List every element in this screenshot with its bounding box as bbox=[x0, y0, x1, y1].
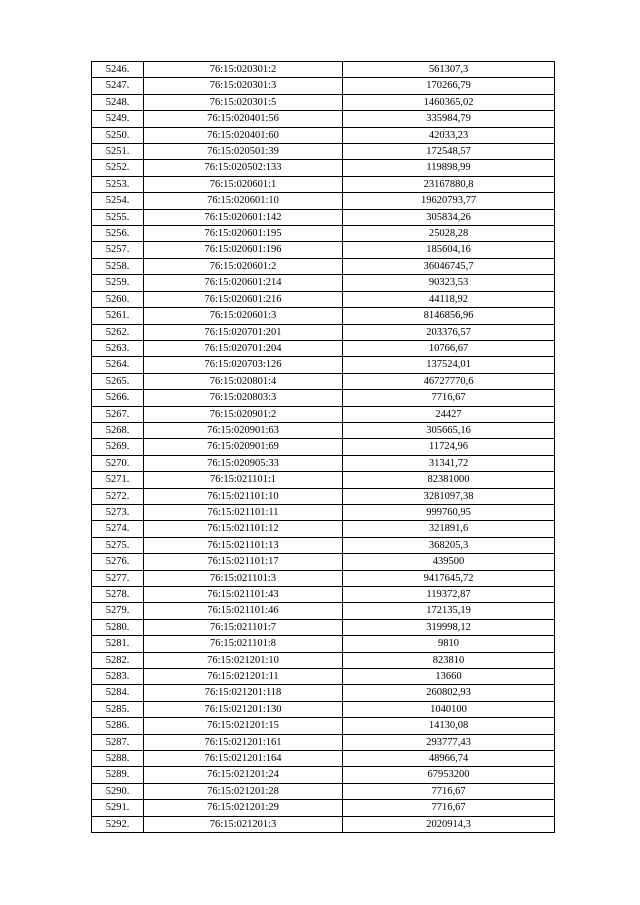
value-cell: 823810 bbox=[343, 652, 555, 668]
table-row bbox=[92, 455, 555, 471]
cadastral-number-cell: 76:15:021201:11 bbox=[144, 669, 343, 685]
table-row bbox=[92, 734, 555, 750]
value-cell: 185604,16 bbox=[343, 242, 555, 258]
cadastral-number-cell: 76:15:020901:63 bbox=[144, 422, 343, 438]
row-number-cell: 5286. bbox=[92, 718, 144, 734]
row-number-cell: 5278. bbox=[92, 587, 144, 603]
table-row bbox=[92, 176, 555, 192]
row-number-cell: 5269. bbox=[92, 439, 144, 455]
table-row bbox=[92, 340, 555, 356]
value-cell: 260802,93 bbox=[343, 685, 555, 701]
row-number-cell: 5271. bbox=[92, 472, 144, 488]
value-cell: 67953200 bbox=[343, 767, 555, 783]
table-row bbox=[92, 570, 555, 586]
table-row bbox=[92, 783, 555, 799]
row-number-cell: 5266. bbox=[92, 390, 144, 406]
value-cell: 2020914,3 bbox=[343, 816, 555, 832]
row-number-cell: 5283. bbox=[92, 669, 144, 685]
cadastral-number-cell: 76:15:021101:11 bbox=[144, 504, 343, 520]
table-row bbox=[92, 324, 555, 340]
value-cell: 90323,53 bbox=[343, 275, 555, 291]
row-number-cell: 5260. bbox=[92, 291, 144, 307]
row-number-cell: 5292. bbox=[92, 816, 144, 832]
table-row bbox=[92, 111, 555, 127]
cadastral-number-cell: 76:15:021101:10 bbox=[144, 488, 343, 504]
table-row bbox=[92, 816, 555, 832]
value-cell: 119372,87 bbox=[343, 587, 555, 603]
row-number-cell: 5274. bbox=[92, 521, 144, 537]
table-row bbox=[92, 751, 555, 767]
table-row bbox=[92, 373, 555, 389]
cadastral-number-cell: 76:15:020601:2 bbox=[144, 258, 343, 274]
value-cell: 335984,79 bbox=[343, 111, 555, 127]
table-row bbox=[92, 406, 555, 422]
cadastral-number-cell: 76:15:020901:69 bbox=[144, 439, 343, 455]
row-number-cell: 5259. bbox=[92, 275, 144, 291]
value-cell: 24427 bbox=[343, 406, 555, 422]
row-number-cell: 5248. bbox=[92, 94, 144, 110]
row-number-cell: 5265. bbox=[92, 373, 144, 389]
value-cell: 305665,16 bbox=[343, 422, 555, 438]
row-number-cell: 5281. bbox=[92, 636, 144, 652]
table-row bbox=[92, 258, 555, 274]
value-cell: 3281097,38 bbox=[343, 488, 555, 504]
table-row bbox=[92, 587, 555, 603]
value-cell: 7716,67 bbox=[343, 390, 555, 406]
value-cell: 203376,57 bbox=[343, 324, 555, 340]
value-cell: 172135,19 bbox=[343, 603, 555, 619]
row-number-cell: 5291. bbox=[92, 800, 144, 816]
cadastral-number-cell: 76:15:020301:5 bbox=[144, 94, 343, 110]
value-cell: 48966,74 bbox=[343, 751, 555, 767]
row-number-cell: 5252. bbox=[92, 160, 144, 176]
cadastral-number-cell: 76:15:021201:10 bbox=[144, 652, 343, 668]
table-body bbox=[92, 62, 555, 833]
cadastral-number-cell: 76:15:020901:2 bbox=[144, 406, 343, 422]
cadastral-number-cell: 76:15:020703:126 bbox=[144, 357, 343, 373]
row-number-cell: 5256. bbox=[92, 226, 144, 242]
cadastral-number-cell: 76:15:020701:204 bbox=[144, 340, 343, 356]
cadastral-number-cell: 76:15:020701:201 bbox=[144, 324, 343, 340]
table-row bbox=[92, 226, 555, 242]
value-cell: 368205,3 bbox=[343, 537, 555, 553]
table-row bbox=[92, 669, 555, 685]
table-row bbox=[92, 554, 555, 570]
value-cell: 7716,67 bbox=[343, 800, 555, 816]
value-cell: 82381000 bbox=[343, 472, 555, 488]
row-number-cell: 5247. bbox=[92, 78, 144, 94]
row-number-cell: 5263. bbox=[92, 340, 144, 356]
row-number-cell: 5275. bbox=[92, 537, 144, 553]
value-cell: 999760,95 bbox=[343, 504, 555, 520]
cadastral-number-cell: 76:15:020301:2 bbox=[144, 62, 343, 78]
value-cell: 8146856,96 bbox=[343, 308, 555, 324]
row-number-cell: 5279. bbox=[92, 603, 144, 619]
row-number-cell: 5250. bbox=[92, 127, 144, 143]
row-number-cell: 5267. bbox=[92, 406, 144, 422]
cadastral-number-cell: 76:15:021101:7 bbox=[144, 619, 343, 635]
table-row bbox=[92, 193, 555, 209]
cadastral-number-cell: 76:15:021101:8 bbox=[144, 636, 343, 652]
cadastral-number-cell: 76:15:020601:10 bbox=[144, 193, 343, 209]
table-row bbox=[92, 242, 555, 258]
table-row bbox=[92, 636, 555, 652]
row-number-cell: 5290. bbox=[92, 783, 144, 799]
cadastral-number-cell: 76:15:020401:56 bbox=[144, 111, 343, 127]
table-row bbox=[92, 127, 555, 143]
table-row bbox=[92, 94, 555, 110]
row-number-cell: 5288. bbox=[92, 751, 144, 767]
cadastral-number-cell: 76:15:020601:142 bbox=[144, 209, 343, 225]
value-cell: 9417645,72 bbox=[343, 570, 555, 586]
row-number-cell: 5264. bbox=[92, 357, 144, 373]
value-cell: 42033,23 bbox=[343, 127, 555, 143]
value-cell: 14130,08 bbox=[343, 718, 555, 734]
table-row bbox=[92, 488, 555, 504]
cadastral-number-cell: 76:15:021101:17 bbox=[144, 554, 343, 570]
table-row bbox=[92, 209, 555, 225]
value-cell: 172548,57 bbox=[343, 144, 555, 160]
row-number-cell: 5262. bbox=[92, 324, 144, 340]
table-row bbox=[92, 160, 555, 176]
value-cell: 31341,72 bbox=[343, 455, 555, 471]
value-cell: 44118,92 bbox=[343, 291, 555, 307]
table-row bbox=[92, 144, 555, 160]
value-cell: 439500 bbox=[343, 554, 555, 570]
row-number-cell: 5280. bbox=[92, 619, 144, 635]
row-number-cell: 5246. bbox=[92, 62, 144, 78]
table-row bbox=[92, 504, 555, 520]
cadastral-number-cell: 76:15:021201:161 bbox=[144, 734, 343, 750]
table-row bbox=[92, 718, 555, 734]
value-cell: 9810 bbox=[343, 636, 555, 652]
row-number-cell: 5277. bbox=[92, 570, 144, 586]
row-number-cell: 5254. bbox=[92, 193, 144, 209]
value-cell: 36046745,7 bbox=[343, 258, 555, 274]
table-row bbox=[92, 62, 555, 78]
table-row bbox=[92, 291, 555, 307]
value-cell: 293777,43 bbox=[343, 734, 555, 750]
table-row bbox=[92, 701, 555, 717]
cadastral-number-cell: 76:15:021101:3 bbox=[144, 570, 343, 586]
cadastral-number-cell: 76:15:021201:130 bbox=[144, 701, 343, 717]
cadastral-number-cell: 76:15:020601:196 bbox=[144, 242, 343, 258]
cadastral-number-cell: 76:15:021201:118 bbox=[144, 685, 343, 701]
table-row bbox=[92, 800, 555, 816]
row-number-cell: 5261. bbox=[92, 308, 144, 324]
value-cell: 321891,6 bbox=[343, 521, 555, 537]
table-row bbox=[92, 767, 555, 783]
table-row bbox=[92, 652, 555, 668]
row-number-cell: 5258. bbox=[92, 258, 144, 274]
value-cell: 25028,28 bbox=[343, 226, 555, 242]
cadastral-number-cell: 76:15:021101:43 bbox=[144, 587, 343, 603]
cadastral-number-cell: 76:15:021101:12 bbox=[144, 521, 343, 537]
value-cell: 46727770,6 bbox=[343, 373, 555, 389]
cadastral-number-cell: 76:15:021201:29 bbox=[144, 800, 343, 816]
row-number-cell: 5273. bbox=[92, 504, 144, 520]
cadastral-number-cell: 76:15:020601:3 bbox=[144, 308, 343, 324]
row-number-cell: 5276. bbox=[92, 554, 144, 570]
cadastral-number-cell: 76:15:021101:1 bbox=[144, 472, 343, 488]
row-number-cell: 5253. bbox=[92, 176, 144, 192]
cadastral-number-cell: 76:15:021201:24 bbox=[144, 767, 343, 783]
cadastral-number-cell: 76:15:020502:133 bbox=[144, 160, 343, 176]
row-number-cell: 5285. bbox=[92, 701, 144, 717]
value-cell: 170266,79 bbox=[343, 78, 555, 94]
value-cell: 1040100 bbox=[343, 701, 555, 717]
cadastral-number-cell: 76:15:021101:46 bbox=[144, 603, 343, 619]
row-number-cell: 5287. bbox=[92, 734, 144, 750]
cadastral-number-cell: 76:15:020905:33 bbox=[144, 455, 343, 471]
row-number-cell: 5249. bbox=[92, 111, 144, 127]
cadastral-number-cell: 76:15:021201:3 bbox=[144, 816, 343, 832]
cadastral-number-cell: 76:15:020301:3 bbox=[144, 78, 343, 94]
value-cell: 1460365,02 bbox=[343, 94, 555, 110]
table-row bbox=[92, 537, 555, 553]
table-row bbox=[92, 439, 555, 455]
row-number-cell: 5268. bbox=[92, 422, 144, 438]
row-number-cell: 5284. bbox=[92, 685, 144, 701]
table-row bbox=[92, 472, 555, 488]
value-cell: 19620793,77 bbox=[343, 193, 555, 209]
table-row bbox=[92, 619, 555, 635]
value-cell: 7716,67 bbox=[343, 783, 555, 799]
value-cell: 10766,67 bbox=[343, 340, 555, 356]
row-number-cell: 5272. bbox=[92, 488, 144, 504]
table-row bbox=[92, 357, 555, 373]
cadastral-number-cell: 76:15:020803:3 bbox=[144, 390, 343, 406]
cadastral-value-table bbox=[91, 61, 555, 833]
table-row bbox=[92, 390, 555, 406]
value-cell: 11724,96 bbox=[343, 439, 555, 455]
cadastral-number-cell: 76:15:020601:195 bbox=[144, 226, 343, 242]
table-row bbox=[92, 78, 555, 94]
table-row bbox=[92, 308, 555, 324]
value-cell: 561307,3 bbox=[343, 62, 555, 78]
row-number-cell: 5270. bbox=[92, 455, 144, 471]
cadastral-number-cell: 76:15:021201:28 bbox=[144, 783, 343, 799]
value-cell: 13660 bbox=[343, 669, 555, 685]
cadastral-number-cell: 76:15:021201:15 bbox=[144, 718, 343, 734]
table-row bbox=[92, 685, 555, 701]
value-cell: 23167880,8 bbox=[343, 176, 555, 192]
row-number-cell: 5257. bbox=[92, 242, 144, 258]
row-number-cell: 5251. bbox=[92, 144, 144, 160]
table-row bbox=[92, 275, 555, 291]
cadastral-number-cell: 76:15:021101:13 bbox=[144, 537, 343, 553]
value-cell: 137524,01 bbox=[343, 357, 555, 373]
row-number-cell: 5289. bbox=[92, 767, 144, 783]
value-cell: 305834,26 bbox=[343, 209, 555, 225]
row-number-cell: 5255. bbox=[92, 209, 144, 225]
cadastral-number-cell: 76:15:020401:60 bbox=[144, 127, 343, 143]
value-cell: 119898,99 bbox=[343, 160, 555, 176]
cadastral-number-cell: 76:15:020501:39 bbox=[144, 144, 343, 160]
table-row bbox=[92, 521, 555, 537]
table-row bbox=[92, 422, 555, 438]
value-cell: 319998,12 bbox=[343, 619, 555, 635]
table-row bbox=[92, 603, 555, 619]
cadastral-number-cell: 76:15:020601:216 bbox=[144, 291, 343, 307]
cadastral-number-cell: 76:15:020601:214 bbox=[144, 275, 343, 291]
cadastral-number-cell: 76:15:021201:164 bbox=[144, 751, 343, 767]
cadastral-number-cell: 76:15:020801:4 bbox=[144, 373, 343, 389]
row-number-cell: 5282. bbox=[92, 652, 144, 668]
cadastral-number-cell: 76:15:020601:1 bbox=[144, 176, 343, 192]
